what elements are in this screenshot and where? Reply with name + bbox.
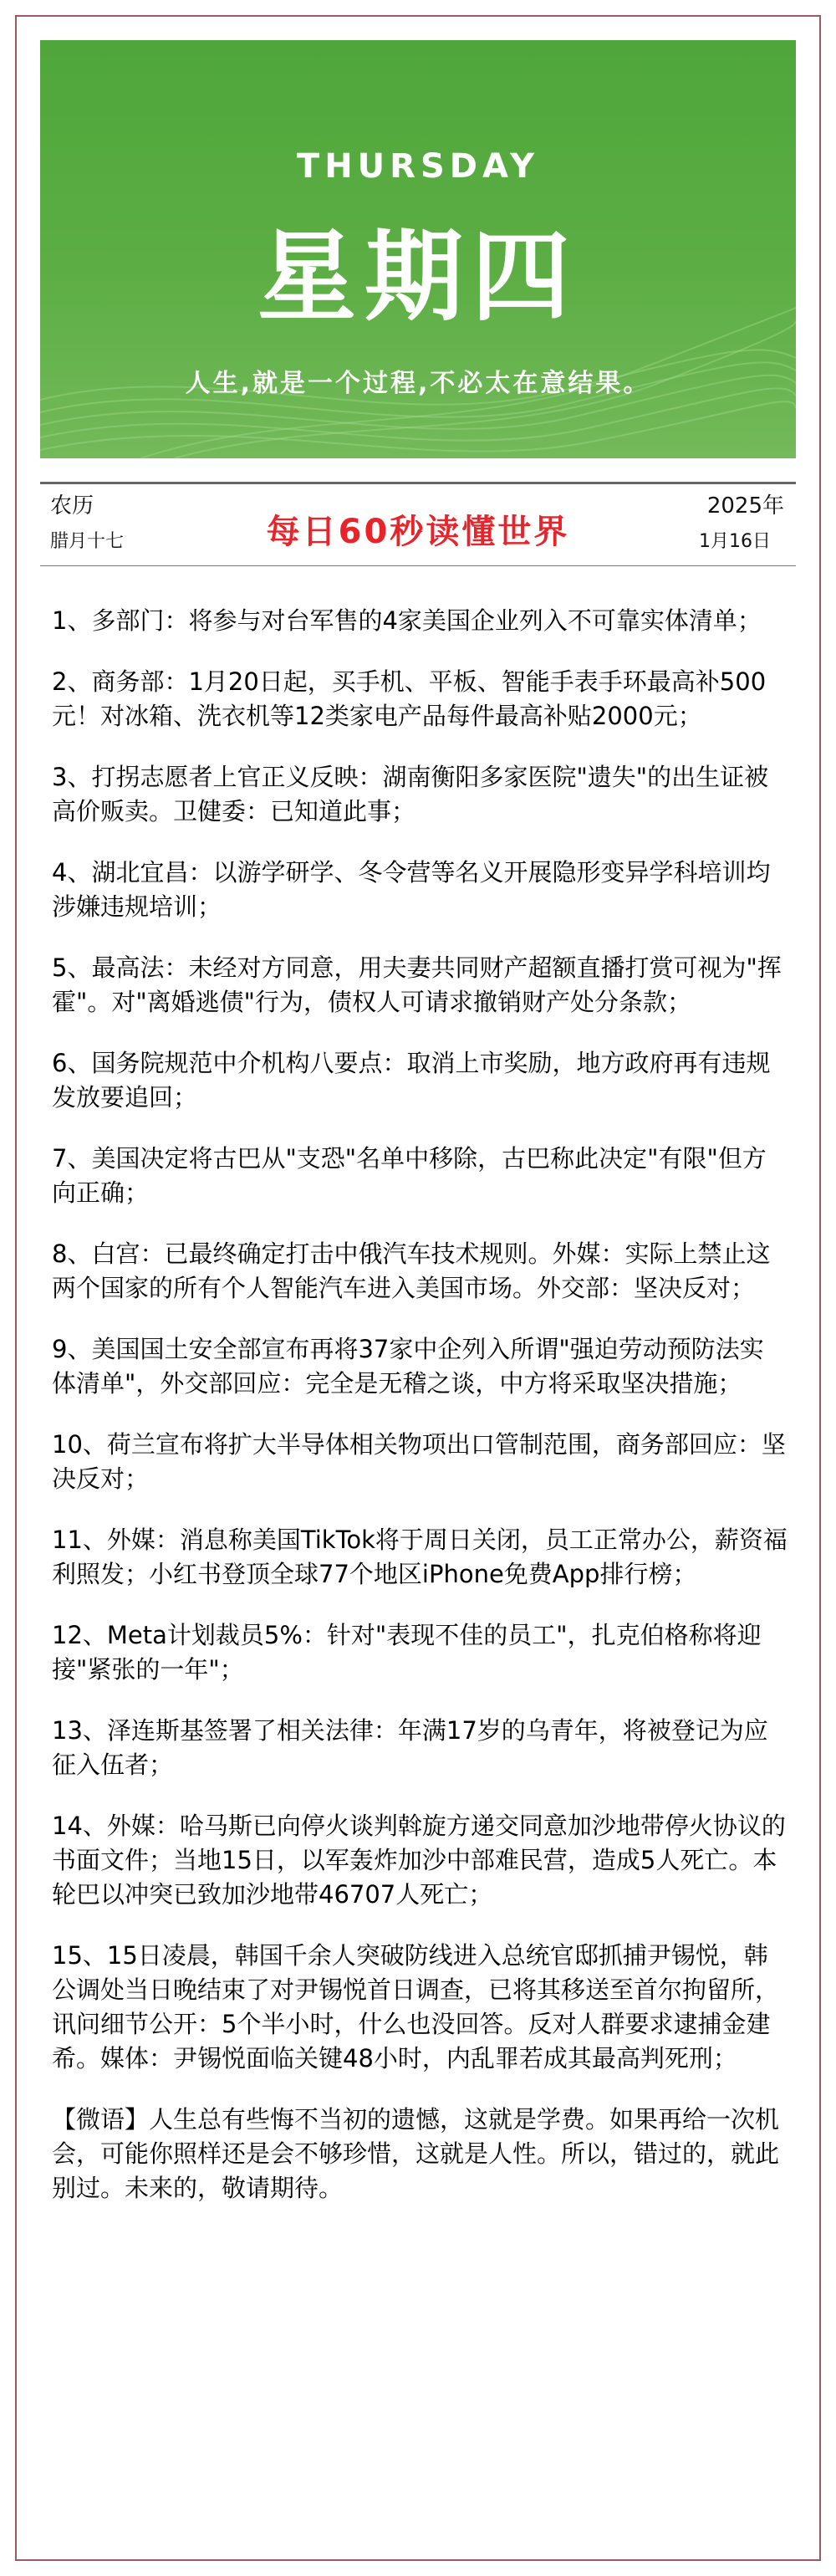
news-item: 7、美国决定将古巴从"支恐"名单中移除，古巴称此决定"有限"但方向正确； (52, 1144, 767, 1207)
weekday-english: THURSDAY (296, 147, 540, 186)
page-title: 每日60秒读懂世界 (266, 513, 570, 551)
news-item: 15、15日凌晨，韩国千余人突破防线进入总统官邸抓捕尹锡悦，韩公调处当日晚结束了对尹锡悦首日调查，已将其移送至首尔拘留所，讯问细节公开：5个半小时，什么也没回答。反对人群要求逮捕金建希。媒体：尹锡悦面临关键48小时，内乱罪若成其最高判死刑； (52, 1941, 780, 2073)
news-item: 9、美国国土安全部宣布再将37家中企列入所谓"强迫劳动预防法实体清单"，外交部回应：完全是无稽之谈，中方将采取坚决措施； (52, 1335, 764, 1398)
news-item: 5、最高法：未经对方同意，用夫妻共同财产超额直播打赏可视为"挥霍"。对"离婚逃债"行为，债权人可请求撤销财产处分条款； (52, 953, 782, 1016)
news-item: 2、商务部：1月20日起，买手机、平板、智能手表手环最高补500元！对冰箱、洗衣机等12类家电产品每件最高补贴2000元； (52, 667, 767, 730)
daily-quote: 【微语】人生总有些悔不当初的遗憾，这就是学费。如果再给一次机会，可能你照样还是会不够珍惜，这就是人性。所以，错过的，就此别过。未来的，敬请期待。 (52, 2105, 780, 2202)
date-day: 1月16日 (699, 531, 771, 552)
header-bottom-rule (40, 565, 796, 566)
news-item: 12、Meta计划裁员5%：针对"表现不佳的员工"，扎克伯格称将迎接"紧张的一年"； (52, 1621, 762, 1684)
news-item: 3、打拐志愿者上官正义反映：湖南衡阳多家医院"遗失"的出生证被高价贩卖。卫健委：已知道此事； (52, 763, 769, 825)
lunar-date: 腊月十七 (50, 531, 125, 552)
weekday-chinese: 星期四 (257, 219, 579, 335)
news-item: 6、国务院规范中介机构八要点：取消上市奖励，地方政府再有违规发放要追回； (52, 1049, 771, 1112)
date-year: 2025年 (706, 493, 784, 519)
news-item: 10、荷兰宣布将扩大半导体相关物项出口管制范围，商务部回应：坚决反对； (52, 1430, 786, 1493)
news-list (52, 604, 788, 2205)
news-item: 13、泽连斯基签署了相关法律：年满17岁的乌青年，将被登记为应征入伍者； (52, 1716, 768, 1779)
lunar-label: 农历 (50, 493, 94, 519)
header-top-rule (40, 482, 796, 484)
news-item: 8、白宫：已最终确定打击中俄汽车技术规则。外媒：实际上禁止这两个国家的所有个人智能汽车进入美国市场。外交部：坚决反对； (52, 1239, 771, 1302)
news-item: 1、多部门：将参与对台军售的4家美国企业列入不可靠实体清单； (52, 606, 762, 635)
news-item: 11、外媒：消息称美国TikTok将于周日关闭，员工正常办公，薪资福利照发；小红书登顶全球77个地区iPhone免费App排行榜； (52, 1526, 788, 1588)
news-item: 4、湖北宜昌：以游学研学、冬令营等名义开展隐形变异学科培训均涉嫌违规培训； (52, 858, 771, 921)
banner-motto: 人生,就是一个过程,不必太在意结果。 (185, 369, 651, 398)
news-item: 14、外媒：哈马斯已向停火谈判斡旋方递交同意加沙地带停火协议的书面文件；当地15日，以军轰炸加沙中部难民营，造成5人死亡。本轮巴以冲突已致加沙地带46707人死亡； (52, 1812, 786, 1909)
weekday-banner (40, 40, 796, 458)
